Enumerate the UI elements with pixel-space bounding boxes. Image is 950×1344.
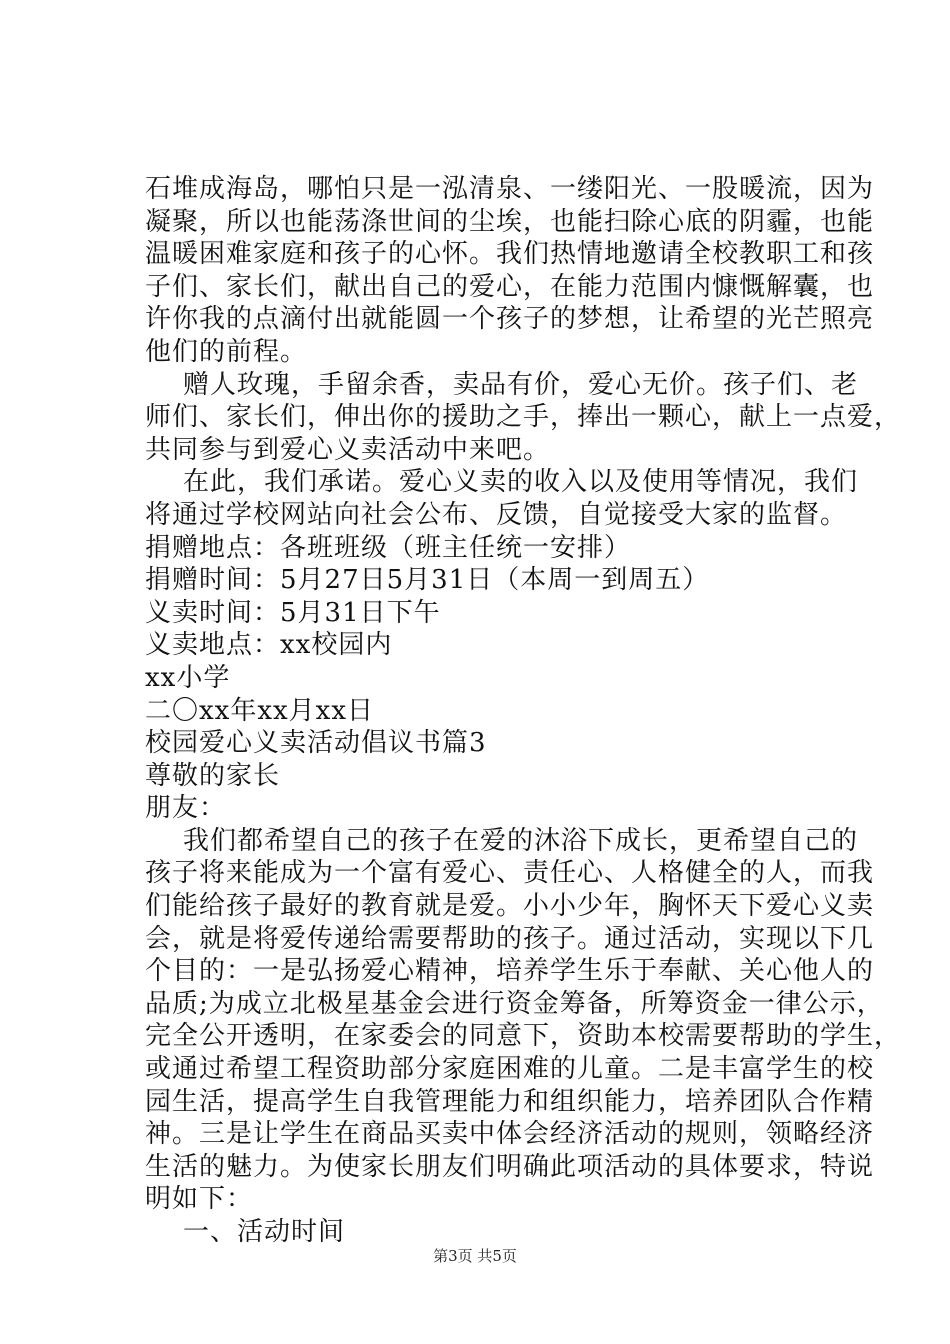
text-line: 共同参与到爱心义卖活动中来吧。 [145, 434, 551, 465]
donation-time: 捐赠时间：5月27日5月31日（本周一到周五） [145, 565, 710, 596]
signature-date: 二〇xx年xx月xx日 [145, 695, 374, 726]
text-line: 许你我的点滴付出就能圆一个孩子的梦想，让希望的光芒照亮 [145, 304, 875, 335]
signature-school: xx小学 [145, 662, 231, 693]
page-number-label: 第3页 共5页 [433, 1247, 517, 1265]
donation-location: 捐赠地点：各班班级（班主任统一安排） [145, 532, 632, 563]
text-line: 神。三是让学生在商品买卖中体会经济活动的规则，领略经济 [145, 1119, 875, 1150]
text-line: 们能给孩子最好的教育就是爱。小小少年，胸怀天下爱心义卖 [145, 891, 875, 922]
text-line: 会，就是将爱传递给需要帮助的孩子。通过活动，实现以下几 [145, 923, 875, 954]
text-line: 明如下： [145, 1184, 254, 1215]
text-line: 凝聚，所以也能荡涤世间的尘埃，也能扫除心底的阴霾，也能 [145, 206, 875, 237]
text-line: 温暖困难家庭和孩子的心怀。我们热情地邀请全校教职工和孩 [145, 239, 875, 270]
text-line: 园生活，提高学生自我管理能力和组织能力，培养团队合作精 [145, 1086, 875, 1117]
paragraph-start: 我们都希望自己的孩子在爱的沐浴下成长，更希望自己的 [183, 825, 859, 856]
page-footer [0, 1246, 950, 1266]
document-body [145, 173, 902, 1249]
text-line: 个目的：一是弘扬爱心精神，培养学生乐于奉献、关心他人的 [145, 956, 875, 987]
text-line: 将通过学校网站向社会公布、反馈，自觉接受大家的监督。 [145, 499, 848, 530]
text-line: 生活的魅力。为使家长朋友们明确此项活动的具体要求，特说 [145, 1151, 875, 1182]
text-line: 孩子将来能成为一个富有爱心、责任心、人格健全的人，而我 [145, 858, 875, 889]
heading-activity-time: 一、活动时间 [183, 1217, 346, 1247]
salutation: 尊敬的家长 [145, 760, 281, 791]
salutation-continued: 朋友： [145, 793, 227, 824]
text-line: 品质;为成立北极星基金会进行资金筹备，所筹资金一律公示， [145, 988, 884, 1019]
text-line: 子们、家长们，献出自己的爱心，在能力范围内慷慨解囊，也 [145, 271, 875, 302]
sale-location: 义卖地点：xx校园内 [145, 630, 393, 661]
section-title: 校园爱心义卖活动倡议书篇3 [145, 728, 487, 759]
paragraph-start: 赠人玫瑰，手留余香，卖品有价，爱心无价。孩子们、老 [183, 369, 859, 400]
sale-time: 义卖时间：5月31日下午 [145, 597, 441, 628]
text-line: 或通过希望工程资助部分家庭困难的儿童。二是丰富学生的校 [145, 1054, 875, 1085]
text-line: 完全公开透明，在家委会的同意下，资助本校需要帮助的学生， [145, 1021, 902, 1052]
text-line: 他们的前程。 [145, 336, 308, 367]
text-line: 石堆成海岛，哪怕只是一泓清泉、一缕阳光、一股暖流，因为 [145, 174, 875, 204]
paragraph-start: 在此，我们承诺。爱心义卖的收入以及使用等情况，我们 [183, 467, 859, 498]
text-line: 师们、家长们，伸出你的援助之手，捧出一颗心，献上一点爱， [145, 402, 902, 433]
